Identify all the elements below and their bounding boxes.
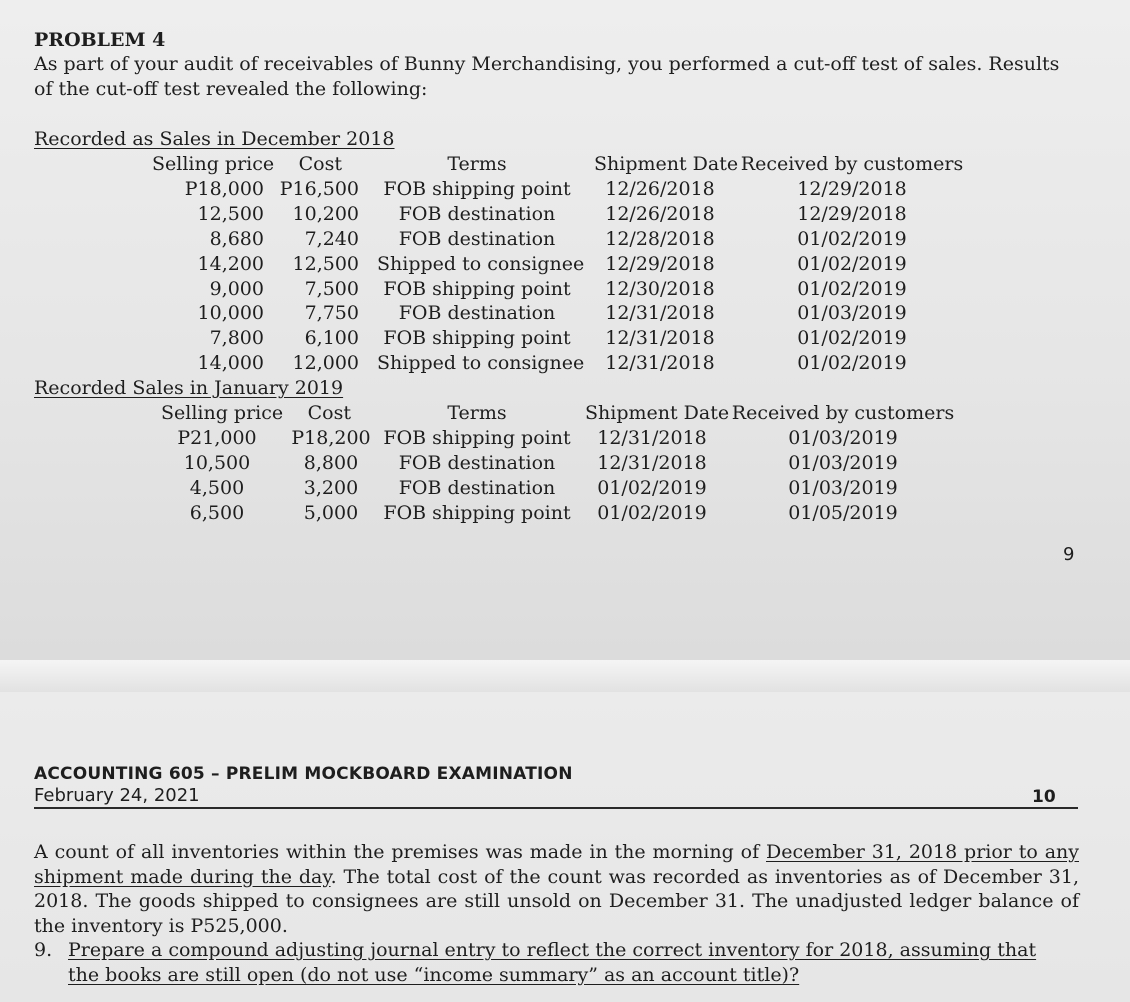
cell-ship: 12/31/2018 (605, 352, 715, 375)
cell-price: 14,000 (197, 352, 264, 375)
cell-ship: 12/31/2018 (597, 426, 707, 449)
cell-price: 12,500 (197, 202, 264, 225)
cell-cost: 10,200 (292, 202, 359, 225)
cell-recv: 01/03/2019 (788, 426, 898, 449)
dec-section-heading: Recorded as Sales in December 2018 (34, 128, 395, 150)
cell-price: 10,000 (197, 302, 264, 325)
cell-cost: P18,200 (291, 426, 371, 449)
cell-ship: 12/31/2018 (605, 327, 715, 350)
cell-price: P18,000 (184, 177, 264, 200)
cell-price: 8,680 (209, 227, 264, 250)
footer-rule (34, 807, 1078, 809)
cell-recv: 01/02/2019 (797, 277, 907, 300)
cell-recv: 12/29/2018 (797, 202, 907, 225)
cell-terms: FOB destination (398, 202, 556, 225)
inventory-text-2: . The total cost of the count was recorded as inventories as of December 31, 2018. The goods shipped to consignees are still unsold on December 31. The unadjusted ledger balance of the inventory is P525,000. (34, 865, 1079, 937)
cell-ship: 01/02/2019 (597, 501, 707, 524)
question-number: 9. (34, 939, 53, 961)
cell-terms: FOB destination (398, 227, 556, 250)
cell-terms: FOB shipping point (383, 177, 571, 200)
column-header-ship: Shipment Date (585, 402, 730, 424)
cell-cost: 5,000 (303, 501, 359, 524)
column-header-recv: Received by customers (740, 153, 964, 175)
cell-terms: FOB shipping point (383, 426, 571, 449)
cell-cost: P16,500 (279, 177, 359, 200)
cell-cost: 7,500 (304, 277, 359, 300)
cell-terms: FOB destination (398, 476, 556, 499)
inventory-text-1: A count of all inventories within the premises was made in the morning of (34, 841, 766, 863)
problem-title: PROBLEM 4 (34, 29, 166, 51)
cell-recv: 01/03/2019 (788, 476, 898, 499)
page-number-bottom: 10 (1032, 787, 1056, 807)
problem-intro: As part of your audit of receivables of Bunny Merchandising, you performed a cut-off test of sales. Results of the cut-off test revealed the following: (34, 53, 1060, 100)
cell-price: 6,500 (189, 501, 245, 524)
cell-cost: 6,100 (304, 327, 359, 350)
cell-price: 4,500 (189, 476, 245, 499)
column-header-price: Selling price (161, 402, 284, 424)
cell-cost: 7,240 (304, 227, 359, 250)
cell-terms: Shipped to consignee (377, 352, 585, 375)
cell-terms: FOB destination (398, 451, 556, 474)
cell-ship: 12/30/2018 (605, 277, 715, 300)
cell-terms: FOB shipping point (383, 277, 571, 300)
cell-recv: 01/02/2019 (797, 352, 907, 375)
cell-ship: 12/26/2018 (605, 202, 715, 225)
cell-terms: FOB destination (398, 302, 556, 325)
cell-recv: 01/02/2019 (797, 227, 907, 250)
cell-terms: Shipped to consignee (377, 252, 585, 275)
cell-price: 10,500 (183, 451, 251, 474)
cell-ship: 12/26/2018 (605, 177, 715, 200)
exam-title: ACCOUNTING 605 – PRELIM MOCKBOARD EXAMINATION (34, 764, 573, 784)
cell-recv: 01/02/2019 (797, 327, 907, 350)
cell-cost: 12,000 (292, 352, 359, 375)
cell-terms: FOB shipping point (383, 327, 571, 350)
page-gap (0, 660, 1130, 692)
cell-recv: 01/02/2019 (797, 252, 907, 275)
cell-ship: 12/31/2018 (605, 302, 715, 325)
cell-price: 14,200 (197, 252, 264, 275)
cell-recv: 01/03/2019 (797, 302, 907, 325)
column-header-terms: Terms (447, 402, 507, 424)
cell-cost: 8,800 (303, 451, 359, 474)
cell-ship: 12/31/2018 (597, 451, 707, 474)
cell-ship: 12/28/2018 (605, 227, 715, 250)
column-header-cost: Cost (298, 153, 342, 175)
cell-terms: FOB shipping point (383, 501, 571, 524)
cell-price: P21,000 (177, 426, 257, 449)
cell-cost: 12,500 (292, 252, 359, 275)
cell-recv: 01/03/2019 (788, 451, 898, 474)
question-text: Prepare a compound adjusting journal entry to reflect the correct inventory for 2018, assuming that the books are still open (do not use “income summary” as an account title)? (68, 939, 1037, 986)
column-header-ship: Shipment Date (594, 153, 739, 175)
exam-date: February 24, 2021 (34, 785, 200, 806)
cell-recv: 12/29/2018 (797, 177, 907, 200)
cell-cost: 7,750 (304, 302, 359, 325)
inventory-paragraph (34, 840, 1079, 938)
cell-price: 7,800 (209, 327, 264, 350)
cell-price: 9,000 (209, 277, 264, 300)
jan-section-heading: Recorded Sales in January 2019 (34, 377, 344, 399)
cell-ship: 12/29/2018 (605, 252, 715, 275)
column-header-terms: Terms (447, 153, 507, 175)
cell-ship: 01/02/2019 (597, 476, 707, 499)
column-header-price: Selling price (152, 153, 275, 175)
cell-recv: 01/05/2019 (788, 501, 898, 524)
page-number-top: 9 (1063, 544, 1075, 565)
cell-cost: 3,200 (303, 476, 359, 499)
inventory-text-underlined: December 31, 2018 prior to any shipment made during the day (34, 841, 1079, 888)
column-header-cost: Cost (307, 402, 351, 424)
column-header-recv: Received by customers (731, 402, 955, 424)
